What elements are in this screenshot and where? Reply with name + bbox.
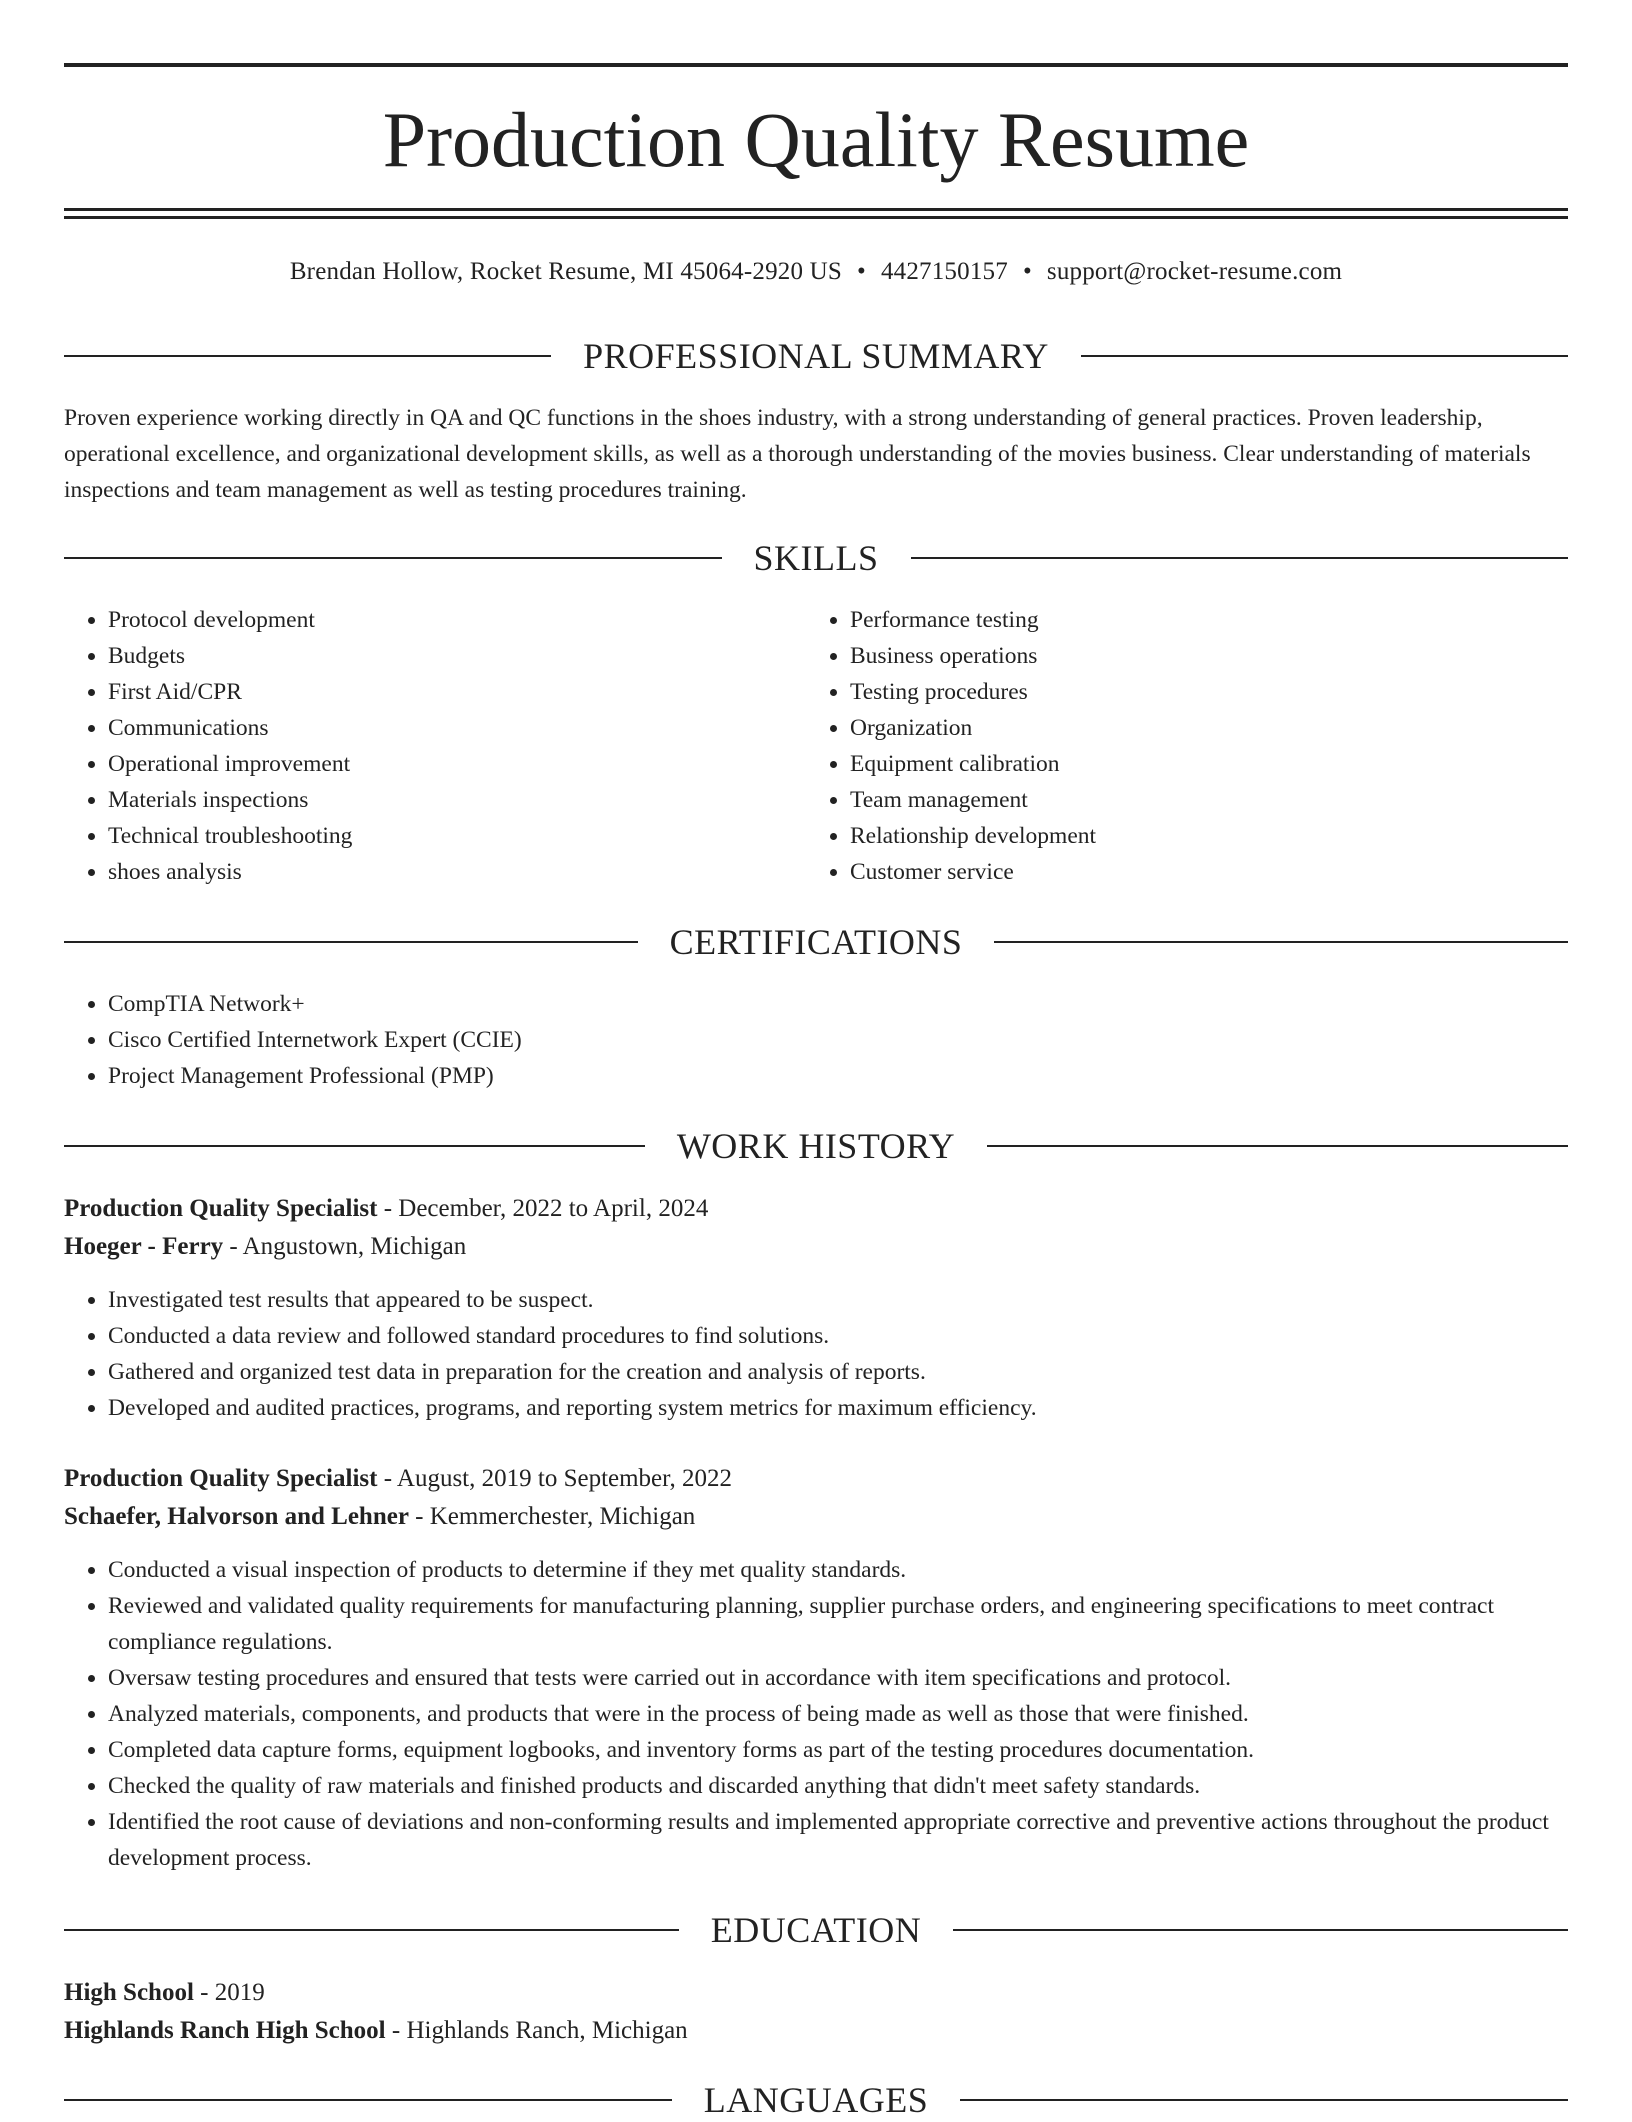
- skill-item: • Business operations: [850, 638, 1506, 674]
- divider-line: [1081, 355, 1568, 357]
- skill-item: • First Aid/CPR: [108, 674, 764, 710]
- skills-left-column: [64, 602, 764, 890]
- job-duty-item: • Analyzed materials, components, and products that were in the process of being made as well as those that were finished.: [108, 1696, 1568, 1732]
- education-location: - Highlands Ranch, Michigan: [385, 2017, 688, 2044]
- contact-address: Brendan Hollow, Rocket Resume, MI 45064-2920 US: [289, 258, 842, 285]
- section-header-education: [64, 1908, 1568, 1952]
- job-company: Hoeger - Ferry: [64, 1233, 224, 1260]
- job-location: - Angustown, Michigan: [223, 1233, 467, 1260]
- section-title: LANGUAGES: [703, 2080, 929, 2120]
- skill-item: • Organization: [850, 710, 1506, 746]
- skill-item: • Operational improvement: [108, 746, 764, 782]
- job-entry-header: [64, 1460, 1568, 1536]
- skill-item: • Equipment calibration: [850, 746, 1506, 782]
- job-duty-item: • Conducted a visual inspection of products to determine if they met quality standards.: [108, 1552, 1568, 1588]
- job-dates: - August, 2019 to September, 2022: [377, 1465, 732, 1492]
- contact-separator: •: [1022, 258, 1032, 285]
- section-header-languages: [64, 2078, 1568, 2122]
- job-title-line: [64, 1460, 1568, 1498]
- education-entry: [64, 1974, 1568, 2050]
- skill-item: • Customer service: [850, 854, 1506, 890]
- section-header-work-history: [64, 1124, 1568, 1168]
- education-degree-line: [64, 1974, 1568, 2012]
- divider-line: [987, 1145, 1568, 1147]
- education-school: Highlands Ranch High School: [64, 2017, 386, 2044]
- certification-item: • CompTIA Network+: [108, 986, 1568, 1022]
- section-header-certifications: [64, 920, 1568, 964]
- job-title: Production Quality Specialist: [64, 1195, 378, 1222]
- section-title: CERTIFICATIONS: [669, 922, 963, 962]
- skill-item: • shoes analysis: [108, 854, 764, 890]
- divider-line: [953, 1929, 1568, 1931]
- skill-item: • Performance testing: [850, 602, 1506, 638]
- job-duty-item: • Identified the root cause of deviations and non-conforming results and implemented appropriate corrective and preventive actions throughout the product development process.: [108, 1804, 1568, 1876]
- skill-item: • Team management: [850, 782, 1506, 818]
- section-title: EDUCATION: [710, 1910, 922, 1950]
- job-company: Schaefer, Halvorson and Lehner: [64, 1503, 409, 1530]
- job-duty-item: • Checked the quality of raw materials and finished products and discarded anything that didn't meet safety standards.: [108, 1768, 1568, 1804]
- skill-item: • Technical troubleshooting: [108, 818, 764, 854]
- job-duty-item: • Conducted a data review and followed standard procedures to find solutions.: [108, 1318, 1568, 1354]
- skill-item: • Relationship development: [850, 818, 1506, 854]
- resume-title: Production Quality Resume: [382, 96, 1250, 183]
- skill-item: • Materials inspections: [108, 782, 764, 818]
- divider-line: [960, 2099, 1568, 2101]
- skills-right-column: [806, 602, 1506, 890]
- job-duties-list: [64, 1552, 1568, 1876]
- title-rule-lower: [64, 216, 1568, 219]
- contact-line: [64, 254, 1568, 290]
- divider-line: [64, 557, 722, 559]
- education-school-line: [64, 2012, 1568, 2050]
- divider-line: [911, 557, 1569, 559]
- title-rule-upper: [64, 208, 1568, 211]
- job-dates: - December, 2022 to April, 2024: [377, 1195, 709, 1222]
- divider-line: [64, 1145, 645, 1147]
- skill-item: • Protocol development: [108, 602, 764, 638]
- top-rule: [64, 63, 1568, 67]
- section-title: SKILLS: [753, 538, 879, 578]
- job-location: - Kemmerchester, Michigan: [408, 1503, 696, 1530]
- section-header-summary: [64, 334, 1568, 378]
- certifications-list: [64, 986, 1568, 1094]
- certification-item: • Project Management Professional (PMP): [108, 1058, 1568, 1094]
- job-duty-item: • Completed data capture forms, equipment logbooks, and inventory forms as part of the testing procedures documentation.: [108, 1732, 1568, 1768]
- job-duty-item: • Developed and audited practices, programs, and reporting system metrics for maximum efficiency.: [108, 1390, 1568, 1426]
- job-duty-item: • Oversaw testing procedures and ensured that tests were carried out in accordance with item specifications and protocol.: [108, 1660, 1568, 1696]
- section-header-skills: [64, 536, 1568, 580]
- certification-item: • Cisco Certified Internetwork Expert (CCIE): [108, 1022, 1568, 1058]
- contact-separator: •: [856, 258, 866, 285]
- contact-phone: 4427150157: [880, 258, 1008, 285]
- divider-line: [994, 941, 1568, 943]
- divider-line: [64, 941, 638, 943]
- job-duty-item: • Investigated test results that appeared to be suspect.: [108, 1282, 1568, 1318]
- job-title: Production Quality Specialist: [64, 1465, 378, 1492]
- section-title: PROFESSIONAL SUMMARY: [583, 336, 1049, 376]
- job-duties-list: [64, 1282, 1568, 1426]
- job-company-line: [64, 1498, 1568, 1536]
- divider-line: [64, 1929, 679, 1931]
- job-title-line: [64, 1190, 1568, 1228]
- job-duty-item: • Reviewed and validated quality requirements for manufacturing planning, supplier purchase orders, and engineering specifications to meet contract compliance regulations.: [108, 1588, 1568, 1660]
- summary-text: Proven experience working directly in QA and QC functions in the shoes industry, with a strong understanding of general practices. Proven leadership, operational excellence, and organizational development skills, as well as a thorough understanding of the movies business. Clear understanding of materials inspections and team management as well as testing procedures training.: [64, 405, 1531, 503]
- job-entry-header: [64, 1190, 1568, 1266]
- education-degree: High School: [64, 1979, 194, 2006]
- skill-item: • Budgets: [108, 638, 764, 674]
- divider-line: [64, 355, 551, 357]
- divider-line: [64, 2099, 672, 2101]
- job-company-line: [64, 1228, 1568, 1266]
- contact-email: support@rocket-resume.com: [1046, 258, 1343, 285]
- skill-item: • Testing procedures: [850, 674, 1506, 710]
- section-title: WORK HISTORY: [676, 1126, 956, 1166]
- education-year: - 2019: [193, 1979, 265, 2006]
- skill-item: • Communications: [108, 710, 764, 746]
- job-duty-item: • Gathered and organized test data in preparation for the creation and analysis of reports.: [108, 1354, 1568, 1390]
